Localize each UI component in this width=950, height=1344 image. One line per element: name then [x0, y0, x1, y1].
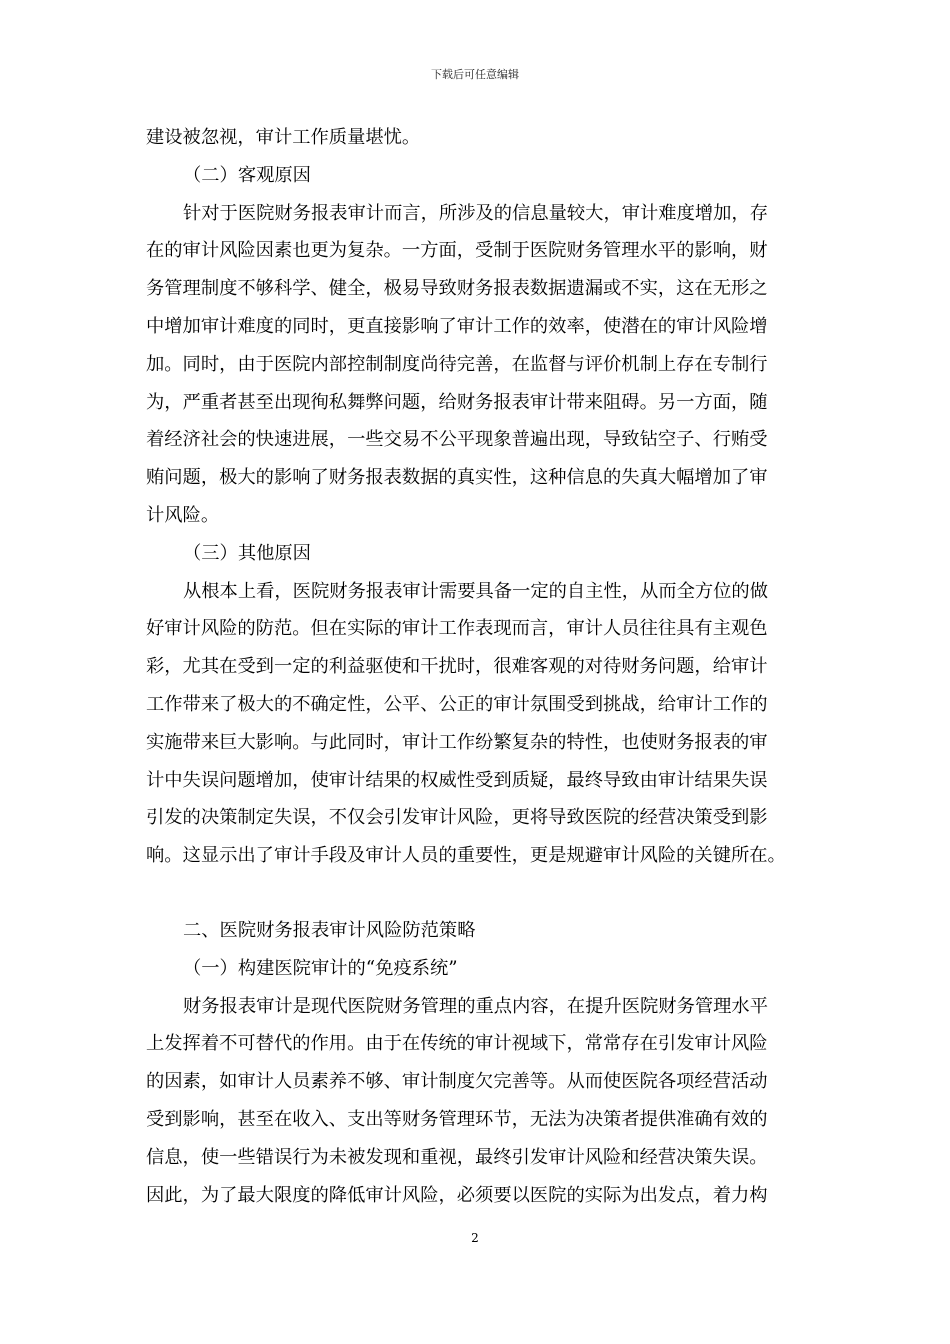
- paragraph-line: 工作带来了极大的不确定性，公平、公正的审计氛围受到挑战，给审计工作的: [146, 693, 768, 715]
- paragraph-line: 引发的决策制定失误，不仅会引发审计风险，更将导致医院的经营决策受到影: [146, 807, 768, 829]
- paragraph-line: 为，严重者甚至出现徇私舞弊问题，给财务报表审计带来阻碍。另一方面，随: [146, 391, 768, 413]
- paragraph-line: 受到影响，甚至在收入、支出等财务管理环节，无法为决策者提供准确有效的: [146, 1108, 768, 1130]
- page-header: 下载后可任意编辑: [431, 68, 519, 81]
- paragraph-line: 中增加审计难度的同时，更直接影响了审计工作的效率，使潜在的审计风险增: [146, 315, 768, 337]
- paragraph-line: 计风险。: [146, 504, 220, 526]
- paragraph-line: 彩，尤其在受到一定的利益驱使和干扰时，很难客观的对待财务问题，给审计: [146, 656, 768, 678]
- paragraph-line: 好审计风险的防范。但在实际的审计工作表现而言，审计人员往往具有主观色: [146, 618, 768, 640]
- section-heading: （一）构建医院审计的“免疫系统”: [183, 957, 458, 979]
- paragraph-line: 信息，使一些错误行为未被发现和重视，最终引发审计风险和经营决策失误。: [146, 1146, 768, 1168]
- paragraph-line: 针对于医院财务报表审计而言，所涉及的信息量较大，审计难度增加，存: [183, 202, 768, 224]
- section-heading: （三）其他原因: [183, 542, 311, 564]
- section-heading: （二）客观原因: [183, 164, 311, 186]
- paragraph-line: 因此，为了最大限度的降低审计风险，必须要以医院的实际为出发点，着力构: [146, 1184, 768, 1206]
- paragraph-line: 贿问题，极大的影响了财务报表数据的真实性，这种信息的失真大幅增加了审: [146, 467, 768, 489]
- paragraph-line: 在的审计风险因素也更为复杂。一方面，受制于医院财务管理水平的影响，财: [146, 240, 768, 262]
- paragraph-line: 务管理制度不够科学、健全，极易导致财务报表数据遗漏或不实，这在无形之: [146, 278, 768, 300]
- paragraph-line: 财务报表审计是现代医院财务管理的重点内容，在提升医院财务管理水平: [183, 995, 768, 1017]
- paragraph-line: 上发挥着不可替代的作用。由于在传统的审计视域下，常常存在引发审计风险: [146, 1033, 768, 1055]
- paragraph-line: 的因素，如审计人员素养不够、审计制度欠完善等。从而使医院各项经营活动: [146, 1071, 768, 1093]
- paragraph-line: 响。这显示出了审计手段及审计人员的重要性，更是规避审计风险的关键所在。: [146, 845, 786, 867]
- paragraph-line: 加。同时，由于医院内部控制制度尚待完善，在监督与评价机制上存在专制行: [146, 353, 768, 375]
- paragraph-line: 从根本上看，医院财务报表审计需要具备一定的自主性，从而全方位的做: [183, 580, 768, 602]
- paragraph-line: 实施带来巨大影响。与此同时，审计工作纷繁复杂的特性，也使财务报表的审: [146, 731, 768, 753]
- paragraph-line: 着经济社会的快速进展，一些交易不公平现象普遍出现，导致钻空子、行贿受: [146, 429, 768, 451]
- paragraph-line: 计中失误问题增加，使审计结果的权威性受到质疑，最终导致由审计结果失误: [146, 769, 768, 791]
- blank-line: [146, 875, 816, 912]
- document-body: [146, 119, 816, 1214]
- paragraph-line: 建设被忽视，审计工作质量堪忧。: [146, 127, 421, 148]
- chapter-heading: 二、医院财务报表审计风险防范策略: [183, 919, 476, 941]
- page-number: 2: [471, 1231, 479, 1245]
